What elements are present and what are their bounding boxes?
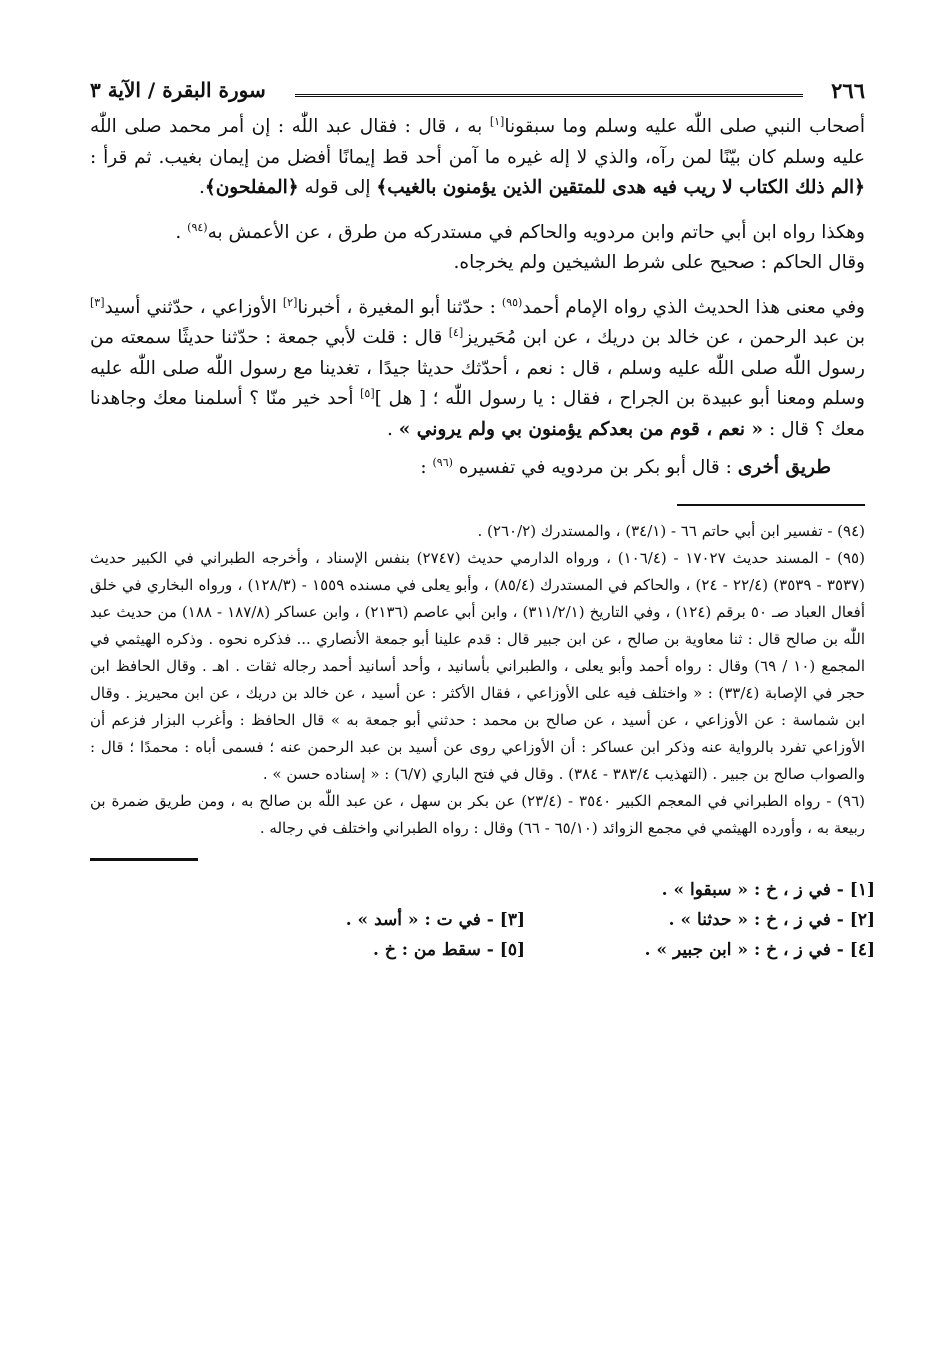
footnote-94: (٩٤) - تفسير ابن أبي حاتم ٦٦ - (٣٤/١) ، والمستدرك (٢٦٠/٢) . bbox=[477, 521, 865, 540]
variant-ref-5: [٥] bbox=[360, 386, 375, 400]
paragraph-2: وهكذا رواه ابن أبي حاتم وابن مردويه والحاكم في مستدركه من طرق ، عن الأعمش به$^{(٩٤)}$ . وقال الحاكم : صحيح على شرط الشيخين ولم يخرجاه. bbox=[175, 220, 865, 273]
variants-rule bbox=[90, 858, 198, 861]
footnote-rule bbox=[677, 504, 865, 506]
paragraph-1: أصحاب النبي صلى اللّٰه عليه وسلم وما سبقونا[١] به ، قال : فقال عبد اللّٰه : إن أمر محمد صلى اللّٰه عليه وسلم كان بيّنًا لمن رآه، والذي لا إله غيره ما آمن أحد قط إيمانًا أفضل من إيمان بغيب. ثم قرأ : ﴿الم ذلك الكتاب لا ريب فيه هدى للمتقين الذين يؤمنون بالغيب﴾ إلى قوله ﴿المفلحون﴾. bbox=[90, 114, 865, 198]
variant-ref-4: [٤] bbox=[448, 325, 464, 339]
variant-3: [٣] - في ت : « أسد » . bbox=[345, 909, 525, 930]
main-text bbox=[90, 112, 865, 484]
section-heading: طريق أخرى bbox=[737, 457, 831, 478]
book-page bbox=[90, 72, 875, 965]
quran-verse-1: ﴿الم ذلك الكتاب لا ريب فيه هدى للمتقين الذين يؤمنون بالغيب﴾ bbox=[376, 177, 865, 198]
page-number: ٢٦٦ bbox=[831, 78, 865, 103]
variant-1: [١] - في ز ، خ : « سبقوا » . bbox=[661, 879, 875, 900]
page-header bbox=[90, 72, 865, 106]
variant-ref-3: [٣] bbox=[90, 295, 105, 309]
variant-2: [٢] - في ز ، خ : « حدثنا » . bbox=[668, 909, 875, 930]
variant-5: [٥] - سقط من : خ . bbox=[373, 939, 525, 960]
footnote-ref-94: (٩٤) bbox=[187, 220, 208, 234]
variant-ref-1: [١] bbox=[489, 114, 505, 128]
manuscript-variants bbox=[90, 875, 875, 965]
paragraph-3: وفي معنى هذا الحديث الذي رواه الإمام أحمد$^{(٩٥)}$ : حدّثنا أبو المغيرة ، أخبرنا[٢] الأوزاعي ، حدّثني أسيد[٣] بن عبد الرحمن ، عن خالد بن دريك ، عن ابن مُحَيريز[٤] قال : قلت لأبي جمعة : حدّثنا حديثًا سمعته من رسول اللّٰه صلى اللّٰه عليه وسلم ، قال : نعم ، أحدّثك حديثا جيدًا ، تغدينا مع رسول اللّٰه صلى اللّٰه عليه وسلم ومعنا أبو عبيدة بن الجراح ، فقال : يا رسول اللّٰه ؛ [ هل ][٥] أحد خير منّا ؟ أسلمنا معك وجاهدنا معك ؟ قال : « نعم ، قوم من بعدكم يؤمنون بي ولم يروني » . bbox=[90, 295, 865, 440]
hadith-quote: « نعم ، قوم من بعدكم يؤمنون بي ولم يروني » bbox=[398, 418, 764, 440]
quran-verse-2: ﴿المفلحون﴾ bbox=[204, 177, 299, 198]
footnote-95: (٩٥) - المسند حديث ١٧٠٢٧ - (١٠٦/٤) ، ورواه الدارمي حديث (٢٧٤٧) بنفس الإسناد ، وأخرجه الطبراني في الكبير حديث (٣٥٣٧ - ٣٥٣٩) (٢٢/٤ - ٢٤) ، والحاكم في المستدرك (٨٥/٤) ، وأبو يعلى في مسنده ١٥٥٩ - (١٢٨/٣) ، ورواه البخاري في خلق أفعال العباد صـ ٥٠ برقم (١٢٤) ، وفي التاريخ (٣١١/٢/١) ، وابن أبي عاصم (٢١٣٦) ، وابن عساكر (١٨٧/٨ - ١٨٨) من حديث عبد اللّٰه بن صالح قال : ثنا معاوية بن صالح ، عن ابن جبير قال : قدم علينا أبو جمعة الأنصاري ... فذكره نحوه . وذكره الهيثمي في المجمع (١٠ / ٦٩) وقال : رواه أحمد وأبو يعلى ، والطبراني بأسانيد ، وأحد أسانيد أحمد رجاله ثقات . اهـ . وقال الحافظ ابن حجر في الإصابة (٣٣/٤) : « واختلف فيه على الأوزاعي ، فقال الأكثر : عن أسيد ، عن خالد بن دريك ، عن ابن محيريز . وقال ابن شماسة : عن الأوزاعي ، عن أسيد ، عن صالح بن محمد : حدثني أبو جمعة به » قال الحافظ : وأغرب البزار فزعم أن الأوزاعي تفرد بالرواية عنه وذكر ابن عساكر : أن الأوزاعي روى عن أسيد بن عبد الرحمن عنه ؛ فسمى أباه : محمدًا ؛ قال : والصواب صالح بن جبير . (التهذيب ٣٨٣/٤ - ٣٨٤) . وقال في فتح الباري (٦/٧) : « إسناده حسن » . bbox=[90, 548, 866, 783]
paragraph-4: طريق أخرى : قال أبو بكر بن مردويه في تفسيره $^{(٩٦)}$ : bbox=[420, 455, 831, 478]
footnote-ref-95: (٩٥) bbox=[501, 295, 523, 309]
variant-ref-2: [٢] bbox=[282, 295, 298, 309]
footnote-ref-96: (٩٦) bbox=[432, 455, 453, 469]
footnotes bbox=[90, 518, 865, 842]
footnote-96: (٩٦) - رواه الطبراني في المعجم الكبير ٣٥٤٠ - (٢٣/٤) عن بكر بن سهل ، عن عبد اللّٰه بن صالح به ، ومن طريق ضمرة بن ربيعة به ، وأورده الهيثمي في مجمع الزوائد (٦٥/١٠ - ٦٦) وقال : رواه الطبراني واختلف في رجاله . bbox=[90, 791, 865, 837]
header-rule bbox=[295, 94, 803, 97]
variant-4: [٤] - في ز ، خ : « ابن جبير » . bbox=[644, 939, 875, 960]
surah-title: سورة البقرة / الآية ٣ bbox=[90, 78, 266, 102]
